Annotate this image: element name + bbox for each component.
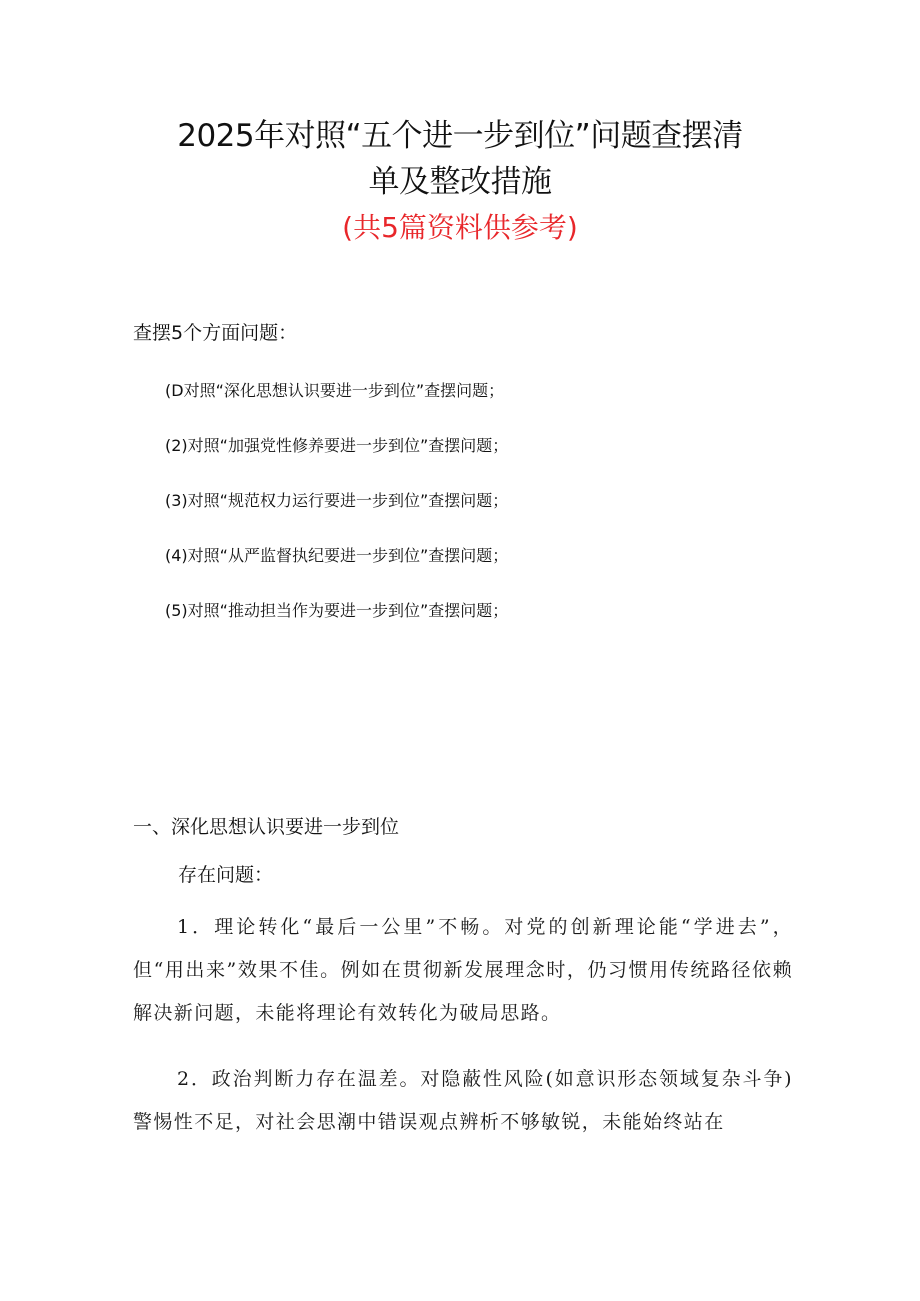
- aspect-item-3: (3)对照“规范权力运行要进一步到位”查摆问题；: [165, 491, 509, 510]
- section-1-paragraph-1: [133, 906, 793, 1035]
- aspect-item-1: (D对照“深化思想认识要进一步到位”查摆问题；: [165, 381, 505, 400]
- aspect-item-5: (5)对照“推动担当作为要进一步到位”查摆问题；: [165, 601, 509, 620]
- section-1-paragraph-2: [133, 1058, 793, 1144]
- aspect-item-4: (4)对照“从严监督执纪要进一步到位”查摆问题；: [165, 546, 509, 565]
- aspects-heading: 查摆5个方面问题：: [133, 322, 298, 344]
- paragraph-2-text: 2．政治判断力存在温差。对隐蔽性风险(如意识形态领域复杂斗争)警惕性不足，对社会思潮中错误观点辨析不够敏锐，未能始终站在: [133, 1068, 793, 1133]
- aspect-item-2: (2)对照“加强党性修养要进一步到位”查摆问题；: [165, 436, 509, 455]
- paragraph-1-text: 1．理论转化“最后一公里”不畅。对党的创新理论能“学进去”，但“用出来”效果不佳。例如在贯彻新发展理念时，仍习惯用传统路径依赖解决新问题，未能将理论有效转化为破局思路。: [133, 916, 793, 1024]
- document-subtitle: (共5篇资料供参考): [342, 211, 578, 244]
- document-title-line-1: 2025年对照“五个进一步到位”问题查摆清: [177, 118, 743, 154]
- section-1-title: 一、深化思想认识要进一步到位: [133, 816, 400, 838]
- section-1-subheading: 存在问题：: [178, 864, 274, 886]
- document-title-line-2: 单及整改措施: [368, 164, 552, 200]
